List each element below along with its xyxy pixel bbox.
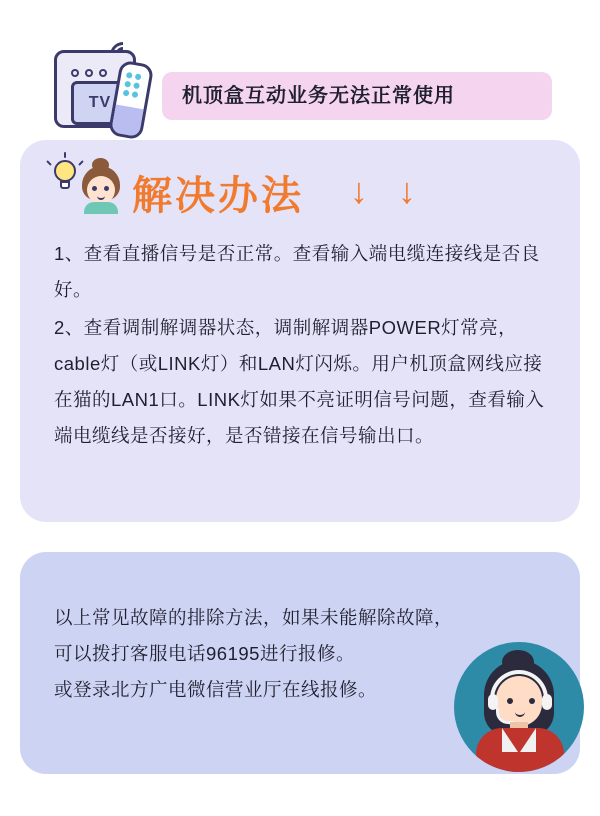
footer-line-2: 可以拨打客服电话96195进行报修。 <box>54 643 355 664</box>
footer-line-3: 或登录北方广电微信营业厅在线报修。 <box>54 679 378 700</box>
solution-step-2: 2、查看调制解调器状态，调制解调器POWER灯常亮，cable灯（或LINK灯）和LAN灯闪烁。用户机顶盒网线应接在猫的LAN1口。LINK灯如果不亮证明信号问题，查看输入端电缆线是否接好，是否错接在信号输出口。 <box>54 317 545 446</box>
page-title: 机顶盒互动业务无法正常使用 <box>182 85 455 107</box>
remote-buttons <box>123 72 145 99</box>
customer-service-avatar <box>454 642 584 772</box>
remote-base <box>111 104 143 136</box>
footer-card <box>20 552 580 774</box>
solution-heading: 解决办法 <box>132 174 304 218</box>
arrow-down-icon-2: ↓ <box>398 170 416 211</box>
girl-illustration <box>78 162 124 212</box>
solution-step-1: 1、查看直播信号是否正常。查看输入端电缆连接线是否良好。 <box>54 243 540 300</box>
footer-line-1: 以上常见故障的排除方法，如果未能解除故障， <box>54 607 454 628</box>
footer-text <box>54 600 494 708</box>
header-banner <box>52 22 562 142</box>
solution-steps <box>54 236 550 456</box>
arrow-down-icon-1: ↓ <box>350 170 368 211</box>
solution-card <box>20 140 580 522</box>
tv-screen-label: TV <box>88 94 112 111</box>
tv-illustration <box>52 40 162 142</box>
tv-indicator-dots <box>71 69 107 77</box>
